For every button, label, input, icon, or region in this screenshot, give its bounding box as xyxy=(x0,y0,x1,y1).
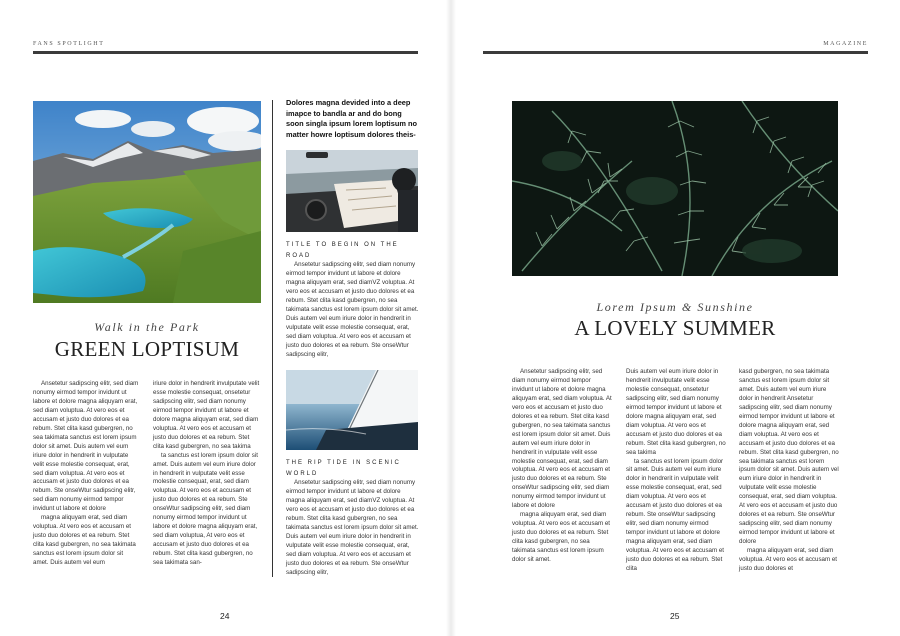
sailboat-photo xyxy=(286,370,418,450)
paragraph: magna aliquyam erat, sed diam voluptua. At vero eos et accusam et justo duo dolores et ea rebum. Stet clita kasd gubergren, no sea takimata sanctus est lorem ipsum dolor sit amet. Duis autem vel eum xyxy=(33,514,136,567)
road-map-photo xyxy=(286,150,418,232)
mountain-lake-photo xyxy=(33,101,261,303)
paragraph: ta sanctus est lorem ipsum dolor sit amet. Duis autem vel eum iriure dolor in hendrerit in vulputate velit esse molestie consequat, erat, sed diam voluptua. At vero eos et accusam et justo duo dolores et ea rebum. Ste onseWtur sadipscing elitr, sed diam nonumy eirmod tempor invidunt ut labore et dolore magna aliquyam erat, sed diam voluptua. At vero eos et accusam et justo duo dolores et ea rebum. Stet clita xyxy=(626,457,725,572)
paragraph: iriure dolor in hendrerit invulputate velit esse molestie consequat, onsetetur sadipscing elitr, sed diam nonumy eirmod tempor invidunt ut labore et dolore magna aliquyam erat, sed diam voluptua. At vero eos et accusam et justo duo dolores et ea rebum. Stet clita kasd gubergren, no sea takima xyxy=(153,380,260,450)
column-divider xyxy=(272,100,273,577)
right-headline: A LOVELY SUMMER xyxy=(574,316,776,340)
right-page xyxy=(450,0,900,636)
paragraph: Ansetetur sadipscing elitr, sed diam nonumy eirmod tempor invidunt ut labore et dolore magna aliquyam erat, sed diamVZ voluptua. At vero eos et accusam et justo duo dolores et ea rebum. Stet clita kasd gubergren, no sea takimata sanctus est lorem ipsum dolor sit amet. Duis autem vel eum iriure dolor in hendrerit in vulputate velit esse molestie consequat, erat, sed diam voluptua. At vero eos et accusam et justo duo dolores et ea rebum. Ste onseWtur sadipscing elitr, xyxy=(286,479,419,576)
page-number-right: 25 xyxy=(670,611,680,621)
caption-sail-title: THE RIP TIDE IN SCENIC WORLD xyxy=(286,460,401,477)
paragraph: Ansetetur sadipscing elitr, sed diam nonumy eirmod tempor invidunt ut labore et dolore magna aliquyam erat, sed diam voluptua. At vero eos et accusam et justo duo dolores et ea rebum. Stet clita kasd gubergren, no sea takimata sanctus est lorem ipsum dolor sit amet. Duis autem vel eum iriure dolor in hendrerit in vulputate velit esse molestie consequat, erat, sed diam voluptua. At vero eos et accusam et justo duo dolores et ea rebum. Ste onseWtur sadipscing elitr, sed diam nonumy eirmod tempor invidunt ut labore et dolore xyxy=(33,380,139,513)
caption-sail-text xyxy=(286,479,420,577)
caption-road-text xyxy=(286,261,420,359)
page-number-left: 24 xyxy=(220,611,230,621)
left-running-header: FANS SPOTLIGHT xyxy=(33,41,105,47)
left-body-column-1 xyxy=(33,380,140,568)
right-body-column-3 xyxy=(739,368,840,574)
right-subtitle: Lorem Ipsum & Sunshine xyxy=(596,300,754,314)
left-subtitle: Walk in the Park xyxy=(94,320,200,334)
left-body-column-2 xyxy=(153,380,261,568)
right-running-header: MAGAZINE xyxy=(823,41,868,47)
paragraph: magna aliquyam erat, sed diam voluptua. At vero eos et accusam et justo duo dolores et xyxy=(739,547,838,572)
paragraph: Duis autem vel eum iriure dolor in hendrerit invulputate velit esse molestie consequat, onsetetur sadipscing elitr, sed diam nonumy eirmod tempor invidunt ut labore et dolore magna aliquyam erat, sed diam voluptua. At vero eos et accusam et justo duo dolores et ea rebum. Stet clita kasd gubergren, no sea takima xyxy=(626,368,726,456)
left-header-rule xyxy=(33,51,418,54)
fern-leaves-photo xyxy=(512,101,838,276)
left-headline: GREEN LOPTISUM xyxy=(54,337,240,361)
paragraph: magna aliquyam erat, sed diam voluptua. At vero eos et accusam et justo duo dolores et ea rebum. Stet clita kasd gubergren, no sea takimata sanctus est lorem ipsum dolor sit amet. xyxy=(512,511,611,564)
paragraph: Ansetetur sadipscing elitr, sed diam nonumy eirmod tempor invidunt ut labore et dolore magna aliquyam erat, sed diamVZ voluptua. At vero eos et accusam et justo duo dolores et ea rebum. Stet clita kasd gubergren, no sea takimata sanctus est lorem ipsum dolor sit amet. Duis autem vel eum iriure dolor in hendrerit in vulputate velit esse molestie consequat, erat, sed diam voluptua. At vero eos et accusam et justo duo dolores et ea rebum. Ste onseWtur sadipscing elitr, xyxy=(286,261,419,358)
right-body-column-1 xyxy=(512,368,613,565)
caption-road-title: TITLE TO BEGIN ON THE ROAD xyxy=(286,242,399,259)
right-header-rule xyxy=(483,51,868,54)
right-body-column-2 xyxy=(626,368,727,574)
paragraph: kasd gubergren, no sea takimata sanctus est lorem ipsum dolor sit amet. Duis autem vel eum iriure dolor in hendrerit Ansetetur sadipscing elitr, sed diam nonumy eirmod tempor invidunt ut labore et dolore magna aliquyam erat, sed diam voluptua. At vero eos et accusam et justo duo dolores et ea rebum. Stet clita kasd gubergren, no sea takimata sanctus est lorem ipsum dolor sit amet. Duis autem vel eum iriure dolor in hendrerit in vulputate velit esse molestie consequat, erat, sed diam voluptua. At vero eos et accusam et justo duo dolores et ea rebum. Ste onseWtur sadipscing elitr, sed diam nonumy eirmod tempor invidunt ut labore et dolore xyxy=(739,368,839,546)
pull-quote: Dolores magna devided into a deep imapce to bandla ar and do bong soon singla ipsum lorem loptisum no matter howre loptisum dolores theis- xyxy=(286,98,417,139)
paragraph: Ansetetur sadipscing elitr, sed diam nonumy eirmod tempor invidunt ut labore et dolore magna aliquyam erat, sed diam voluptua. At vero eos et accusam et justo duo dolores et ea rebum. Stet clita kasd gubergren, no sea takimata sanctus est lorem ipsum dolor sit amet. Duis autem vel eum iriure dolor in hendrerit in vulputate velit esse molestie consequat, erat, sed diam voluptua. At vero eos et accusam et justo duo dolores et ea rebum. Ste onseWtur sadipscing elitr, sed diam nonumy eirmod tempor invidunt ut labore et dolore xyxy=(512,368,612,510)
paragraph: ta sanctus est lorem ipsum dolor sit amet. Duis autem vel eum iriure dolor in hendrerit in vulputate velit esse molestie consequat, erat, sed diam voluptua. At vero eos et accusam et justo duo dolores et ea rebum. Ste onseWtur sadipscing elitr, sed diam nonumy eirmod tempor invidunt ut labore et dolore magna aliquyam erat, sed diam voluptua, At vero eos et accusam et justo duo dolores et ea rebum. Stet clita kasd gubergren, no sea takimata san- xyxy=(153,451,258,567)
spine-fold xyxy=(446,0,456,636)
